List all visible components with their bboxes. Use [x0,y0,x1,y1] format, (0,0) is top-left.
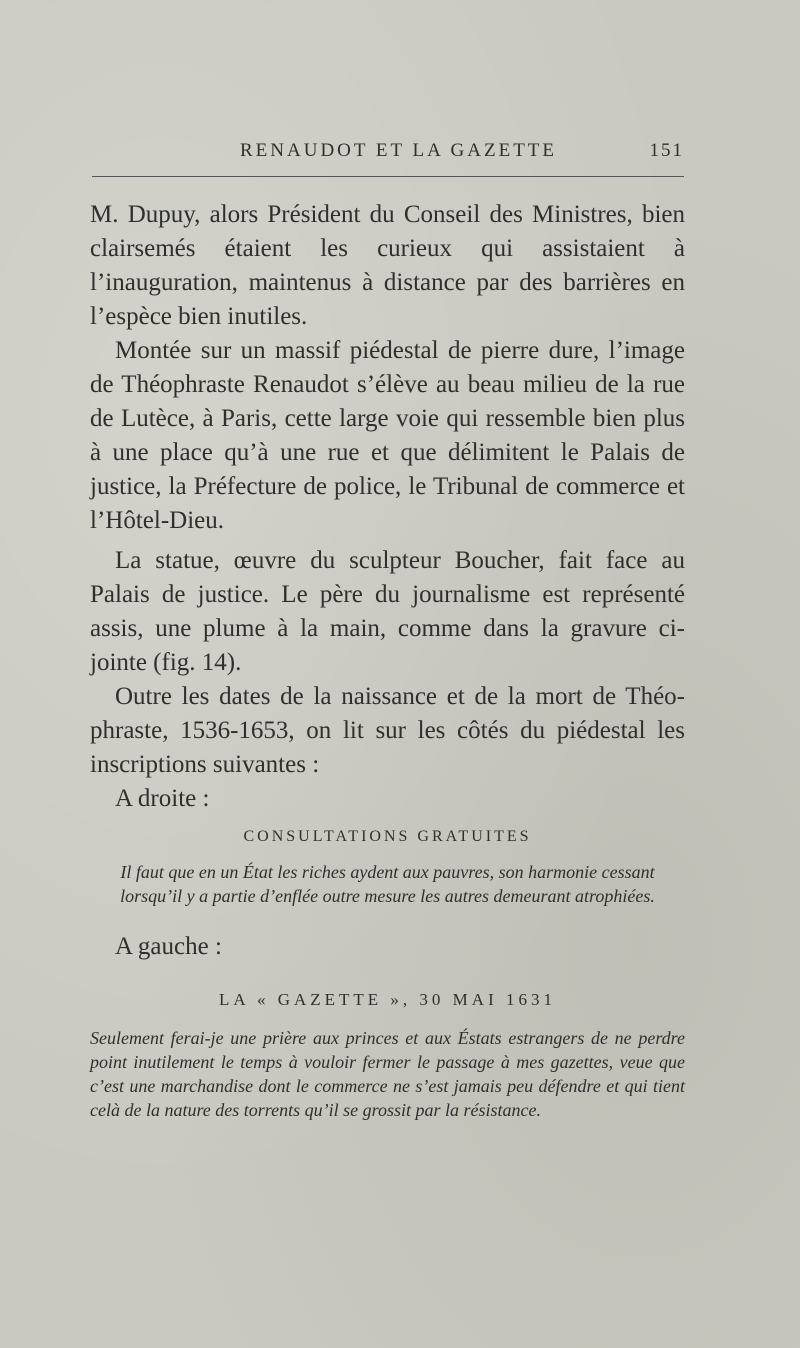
paragraph-2: Montée sur un massif piédestal de pierre dure, l’image de Théophraste Renaudot s’élève au beau milieu de la rue de Lutèce, à Paris, cette large voie qui ressemble bien plus à une place qu’à une rue et que délimitent le Palais de justice, la Préfecture de police, le Tribunal de commerce et l’Hôtel-Dieu. [90,337,685,534]
main-text [90,198,685,1122]
right-inscription-text: Il faut que en un État les riches aydent aux pauvres, son harmonie cessant lorsqu’il y a partie d’enflée outre mesure les autres demeurant atrophiées. [120,862,655,906]
left-inscription-title: LA « GAZETTE », 30 MAI 1631 [218,990,556,1009]
page-number: 151 [649,140,684,161]
paragraph-4: Outre les dates de la naissance et de la mort de Théo-phraste, 1536-1653, on lit sur les côtés du piédestal les inscriptions suivantes : [90,683,685,778]
left-side-label: A gauche : [115,933,222,960]
right-inscription-title: CONSULTATIONS GRATUITES [243,828,532,845]
left-inscription-text: Seulement ferai-je une prière aux princes et aux Éstats estrangers de ne perdre point inutilement le temps à vouloir fermer le passage à mes gazettes, veue que c’est une marchandise dont le commerce ne s’est jamais peu défendre et qui tient celà de la nature des torrents qu’il se grossit par la résistance. [90,1028,685,1120]
paragraph-1: M. Dupuy, alors Président du Conseil des Ministres, bien clairsemés étaient les curieux qui assistaient à l’inauguration, maintenus à distance par des barrières en l’espèce bien inutiles. [90,201,685,330]
running-title: RENAUDOT ET LA GAZETTE [240,140,558,161]
right-side-label: A droite : [115,785,210,812]
paragraph-3: La statue, œuvre du sculpteur Boucher, fait face au Palais de justice. Le père du journalisme est représenté assis, une plume à la main, comme dans la gravure ci-jointe (fig. 14). [90,547,685,676]
running-head [90,140,684,166]
header-rule [92,176,684,177]
